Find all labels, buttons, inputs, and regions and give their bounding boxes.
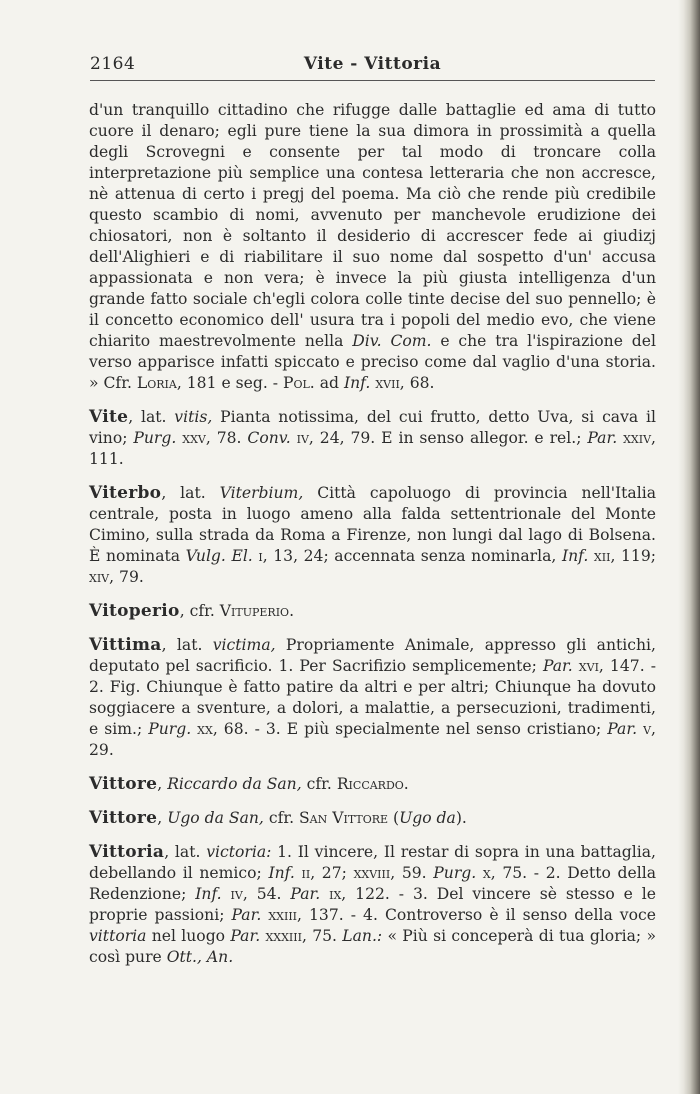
text-run: Città capoluogo di provincia nell'Italia centrale, posta in luogo ameno alla falda settentrionale del Monte Cimino, sulla strada da Roma a Firenze, non lungi dal lago di Bolsena. È nominata [89, 484, 656, 565]
text-run [476, 864, 483, 882]
small-caps-text: xx [197, 720, 213, 738]
page-number: 2164 [90, 54, 136, 74]
italic-text: Inf. [195, 885, 222, 903]
italic-text: Inf. [343, 374, 371, 392]
italic-text: Par. [231, 906, 262, 924]
entry-headword: Vittoria [89, 842, 165, 862]
italic-text: Par. [607, 720, 638, 738]
dictionary-entry [89, 601, 656, 622]
small-caps-text: iv [296, 429, 309, 447]
text-run: nel luogo [146, 927, 231, 945]
text-run: , [157, 809, 168, 827]
text-run: e che tra l'ispirazione del verso apparisce infatti spiccato e preciso come dal vaglio d'una storia. » Cfr. [89, 332, 656, 392]
text-run: , 119; [610, 547, 656, 565]
page-edge-shadow [678, 0, 700, 1094]
entry-headword: Vittore [89, 774, 158, 794]
italic-text: vittoria [89, 927, 147, 945]
italic-text: Ugo da San, [167, 809, 264, 827]
text-run: ). [455, 809, 467, 827]
italic-text: Purg. [148, 720, 192, 738]
dictionary-entry [89, 407, 656, 470]
text-run: cfr. [301, 775, 337, 793]
small-caps-text: xxiii [268, 906, 298, 924]
text-run: , 24, 79. E in senso allegor. e rel.; [308, 429, 588, 447]
dictionary-entry [89, 774, 656, 795]
small-caps-text: xii [593, 547, 611, 565]
italic-text: Div. Com. [352, 332, 432, 350]
italic-text: Par. [542, 657, 573, 675]
italic-text: Par. [587, 429, 618, 447]
text-run: . [289, 602, 295, 620]
text-run: Propriamente Animale, appresso gli antichi, deputato pel sacrificio. 1. Per Sacrifizio semplicemente; [89, 636, 656, 675]
text-run [295, 864, 302, 882]
text-run: , lat. [161, 636, 213, 654]
text-run [222, 885, 231, 903]
text-run: , 122. - 3. Del vincere sè stesso e le proprie passioni; [89, 885, 656, 924]
small-caps-text: xiv [89, 568, 110, 586]
text-run: , [157, 775, 168, 793]
italic-text: Inf. [561, 547, 589, 565]
small-caps-text: x [482, 864, 491, 882]
text-run: , lat. [164, 843, 207, 861]
running-header [90, 54, 655, 81]
text-run: , 27; [310, 864, 354, 882]
text-run: ad [314, 374, 344, 392]
text-run: , cfr. [179, 602, 220, 620]
italic-text: Inf. [268, 864, 295, 882]
running-title: Vite - Vittoria [303, 54, 442, 74]
italic-text: Conv. [247, 429, 291, 447]
italic-text: Purg. [433, 864, 477, 882]
text-run: , 13, 24; accennata senza nominarla, [262, 547, 562, 565]
text-run: ( [388, 809, 400, 827]
continuation-paragraph [89, 100, 656, 394]
italic-text: Riccardo da San, [167, 775, 302, 793]
dictionary-entry [89, 483, 656, 588]
small-caps-text: xxiv [623, 429, 652, 447]
italic-text: victima, [212, 636, 276, 654]
text-run: , 59. [390, 864, 434, 882]
text-run: « Più si conceperà di tua gloria; » così pure [89, 927, 657, 966]
dictionary-entry [89, 808, 656, 829]
italic-text: victoria: [206, 843, 272, 861]
text-run: , 79. [109, 568, 144, 586]
text-run: 1. Il vincere, Il restar di sopra in una battaglia, debellando il nemico; [89, 843, 656, 882]
italic-text: Viterbium, [219, 484, 304, 502]
italic-text: Par. [290, 885, 321, 903]
text-run: d'un tranquillo cittadino che rifugge dalle battaglie ed ama di tutto cuore il denaro; egli pure tiene la sua dimora in prossimità a quella degli Scrovegni e consente per tal modo di troncare colla interpretazione più semplice una contesa letteraria che non accresce, nè attenua di certo i pregj del poema. Ma ciò che rende più credibile questo scambio di nomi, avvenuto per manchevole erudizione dei chiosatori, non è soltanto il desiderio di accrescer fede ai giudizj dell'Alighieri e di riabilitare il suo nome dal sospetto d'un' accusa appassionata e non vera; è invece la più giusta intelligenza d'un grande fatto sociale ch'egli colora colle tinte decise del suo pennello; è il concetto economico dell' usura tra i popoli del medio evo, che viene chiarito maestrevolmente nella [89, 101, 656, 350]
italic-text: vitis, [174, 408, 213, 426]
small-caps-text: xvi [578, 657, 599, 675]
text-run: Pianta notissima, del cui frutto, detto Uva, si cava il vino; [89, 408, 656, 447]
entry-headword: Vittore [89, 808, 158, 828]
entry-headword: Vite [89, 407, 129, 427]
text-run: . [403, 775, 409, 793]
small-caps-text: Loria [136, 374, 177, 392]
italic-text: Ugo da [399, 809, 456, 827]
text-run: , 75. [301, 927, 343, 945]
text-run: , 111. [89, 429, 656, 468]
small-caps-text: San Vittore [299, 809, 389, 827]
small-caps-text: Riccardo [336, 775, 404, 793]
entries-list [89, 407, 656, 968]
text-run: , 181 e seg. - [176, 374, 283, 392]
italic-text: Vulg. El. [185, 547, 253, 565]
small-caps-text: xxviii [353, 864, 391, 882]
italic-text: Par. [230, 927, 261, 945]
text-run: , 54. [242, 885, 291, 903]
small-caps-text: ii [301, 864, 311, 882]
text-run: , lat. [161, 484, 220, 502]
text-run: , lat. [128, 408, 175, 426]
small-caps-text: ix [329, 885, 342, 903]
text-run: cfr. [263, 809, 299, 827]
text-run: , 75. - 2. Detto della Redenzione; [89, 864, 656, 903]
italic-text: Lan.: [342, 927, 383, 945]
dictionary-entry [89, 635, 656, 761]
small-caps-text: xxxiii [265, 927, 302, 945]
small-caps-text: Pol. [282, 374, 315, 392]
small-caps-text: xxv [182, 429, 206, 447]
dictionary-text [89, 100, 656, 968]
text-run: , 137. - 4. Controverso è il senso della voce [297, 906, 656, 924]
italic-text: Ott., An. [166, 948, 234, 966]
text-run: , 78. [205, 429, 248, 447]
small-caps-text: Vituperio [219, 602, 290, 620]
entry-headword: Vitoperio [89, 601, 180, 621]
text-run [320, 885, 329, 903]
small-caps-text: v [643, 720, 652, 738]
small-caps-text: iv [230, 885, 243, 903]
small-caps-text: i [258, 547, 263, 565]
text-run: , 68. [399, 374, 435, 392]
text-run: , 68. - 3. E più specialmente nel senso cristiano; [212, 720, 608, 738]
small-caps-text: xvii [375, 374, 400, 392]
entry-headword: Viterbo [89, 483, 162, 503]
entry-headword: Vittima [89, 635, 162, 655]
dictionary-entry [89, 842, 656, 968]
text-run: , 147. - 2. Fig. Chiunque è fatto patire da altri e per altri; Chiunque ha dovuto soggiacere a sventure, a dolori, a malattie, a persecuzioni, tradimenti, e sim.; [89, 657, 656, 738]
italic-text: Purg. [133, 429, 177, 447]
text-run: , 29. [89, 720, 656, 759]
